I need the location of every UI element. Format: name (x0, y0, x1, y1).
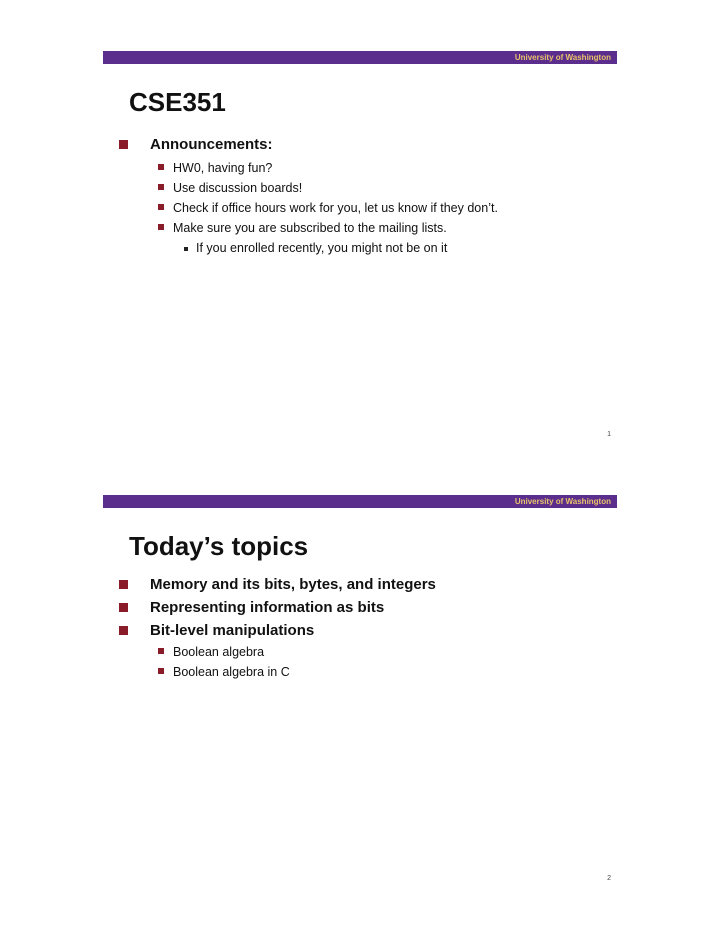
square-bullet-icon (119, 580, 128, 589)
bullet-item (119, 619, 609, 642)
square-bullet-icon (119, 140, 128, 149)
slide-title: CSE351 (129, 87, 226, 117)
bullet-text: Announcements: (150, 136, 273, 153)
square-bullet-icon (158, 648, 164, 654)
square-bullet-icon (119, 626, 128, 635)
bullet-text: Memory and its bits, bytes, and integers (150, 576, 436, 593)
page-number: 2 (607, 875, 611, 882)
bullet-item (119, 573, 609, 596)
sub-bullet-text: Use discussion boards! (173, 181, 303, 195)
header-title: University of Washington (514, 53, 611, 62)
bullet-item (119, 596, 609, 619)
slide-content (119, 133, 609, 258)
bullet-item-announcements (119, 133, 609, 156)
square-bullet-icon (158, 164, 164, 170)
square-bullet-icon (158, 184, 164, 190)
header-title: University of Washington (514, 497, 611, 506)
small-square-bullet-icon (184, 247, 188, 251)
header-bar (103, 495, 617, 508)
header-bar (103, 51, 617, 64)
square-bullet-icon (158, 224, 164, 230)
slide-content (119, 573, 609, 682)
square-bullet-icon (119, 603, 128, 612)
sub-bullet-item (119, 198, 609, 218)
sub-sub-bullet-text: If you enrolled recently, you might not be on it (196, 241, 448, 255)
page-number: 1 (607, 431, 611, 438)
slide-2 (103, 495, 617, 895)
square-bullet-icon (158, 204, 164, 210)
slide-title: Today’s topics (129, 531, 309, 561)
sub-bullet-item (119, 158, 609, 178)
bullet-text: Bit-level manipulations (150, 622, 315, 639)
sub-bullet-text: Boolean algebra in C (173, 665, 290, 679)
sub-bullet-item (119, 218, 609, 238)
sub-bullet-item (119, 642, 609, 662)
sub-bullet-item (119, 662, 609, 682)
sub-bullet-text: Make sure you are subscribed to the mailing lists. (173, 221, 447, 235)
square-bullet-icon (158, 668, 164, 674)
sub-bullet-item (119, 178, 609, 198)
sub-sub-bullet-item (119, 238, 609, 258)
sub-bullet-text: Boolean algebra (173, 645, 265, 659)
bullet-text: Representing information as bits (150, 599, 385, 616)
slide-1 (103, 51, 617, 451)
sub-bullet-text: Check if office hours work for you, let us know if they don’t. (173, 201, 498, 215)
sub-bullet-text: HW0, having fun? (173, 161, 273, 175)
